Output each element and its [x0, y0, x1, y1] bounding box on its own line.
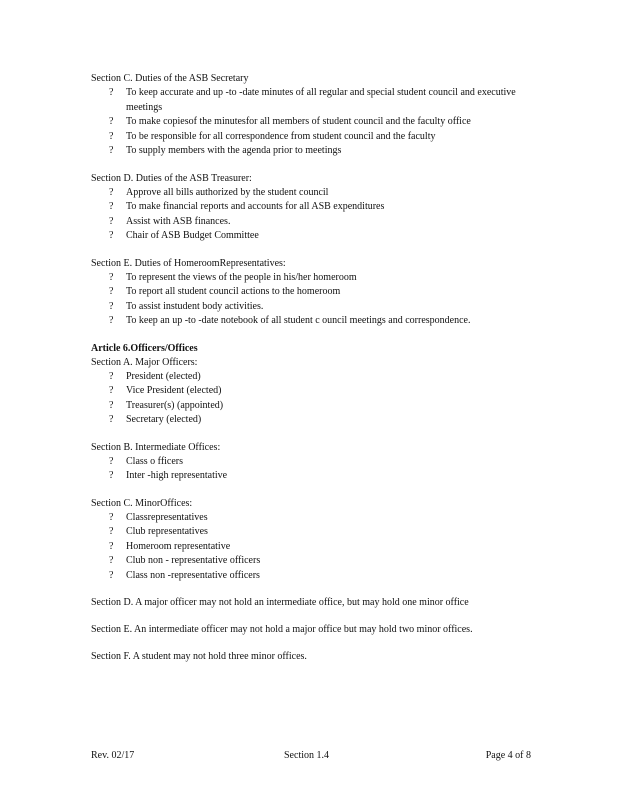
article-6 — [91, 342, 541, 665]
page-number: Page 4 of 8 — [485, 750, 531, 761]
list-item: ? To make copiesof the minutesfor all members of student council and the faculty office — [91, 115, 541, 130]
section-heading: Section A. Major Officers: — [91, 356, 198, 368]
bullet-glyph: ? — [109, 526, 114, 537]
bullet-list — [91, 86, 541, 159]
section-c-secretary — [91, 72, 541, 159]
list-item: ? President (elected) — [91, 370, 541, 385]
section-heading: Section E. Duties of HomeroomRepresentatives: — [91, 257, 286, 269]
list-item: ? Approve all bills authorized by the student council — [91, 186, 541, 201]
section-c-minor-offices — [91, 497, 541, 584]
section-number: Section 1.4 — [284, 750, 329, 761]
bullet-glyph: ? — [109, 399, 114, 411]
section-heading: Section D. Duties of the ASB Treasurer: — [91, 172, 252, 184]
bullet-glyph: ? — [109, 286, 114, 297]
section-d-paragraph: Section D. A major officer may not hold an intermediate office, but may hold one minor office — [91, 597, 469, 608]
bullet-list — [91, 271, 541, 329]
bullet-glyph: ? — [109, 315, 114, 326]
list-item: ? To report all student council actions to the homeroom — [91, 285, 541, 300]
bullet-glyph: ? — [109, 201, 114, 212]
list-item: ? Class non -representative officers — [91, 569, 541, 584]
list-item: ? To keep accurate and up -to -date minutes of all regular and special student council and executive meetings — [109, 87, 516, 113]
section-a-major-officers — [91, 356, 541, 428]
section-e-paragraph: Section E. An intermediate officer may not hold a major office but may hold two minor offices. — [91, 624, 473, 635]
bullet-list — [91, 186, 541, 244]
article-heading: Article 6.Officers/Offices — [91, 342, 198, 354]
bullet-glyph: ? — [109, 385, 114, 396]
bullet-list — [91, 455, 541, 484]
list-item: ? Inter -high representative — [91, 469, 541, 484]
bullet-glyph: ? — [109, 186, 114, 198]
section-heading: Section C. MinorOffices: — [91, 497, 193, 509]
list-item: ? Vice President (elected) — [91, 384, 541, 399]
section-b-intermediate-offices — [91, 441, 541, 484]
bullet-glyph: ? — [109, 370, 114, 382]
bullet-glyph: ? — [109, 116, 114, 127]
revision-label: Rev. 02/17 — [91, 750, 135, 761]
section-e-homeroom — [91, 257, 541, 329]
list-item: ? To make financial reports and accounts for all ASB expenditures — [91, 200, 541, 215]
list-item: ? To be responsible for all correspondence from student council and the faculty — [91, 130, 541, 145]
bullet-glyph: ? — [109, 540, 114, 552]
bullet-glyph: ? — [109, 569, 114, 581]
list-item: ? Club non - representative officers — [91, 554, 541, 569]
section-d-treasurer — [91, 172, 541, 244]
list-item: ? Treasurer(s) (appointed) — [91, 399, 541, 414]
bullet-glyph: ? — [109, 145, 114, 156]
page-content — [91, 72, 541, 677]
bullet-glyph: ? — [109, 215, 114, 227]
list-item: ? To supply members with the agenda prior to meetings — [91, 144, 541, 159]
section-heading: Section B. Intermediate Offices: — [91, 441, 221, 453]
bullet-glyph: ? — [109, 555, 114, 566]
bullet-glyph: ? — [109, 511, 114, 523]
section-heading: Section C. Duties of the ASB Secretary — [91, 73, 249, 84]
list-item: ? Chair of ASB Budget Committee — [91, 229, 541, 244]
bullet-list — [91, 511, 541, 584]
list-item: ? Class o fficers — [91, 455, 541, 470]
list-item: ? Assist with ASB finances. — [91, 215, 541, 230]
bullet-glyph: ? — [109, 87, 114, 98]
bullet-glyph: ? — [109, 414, 114, 425]
list-item: ? Homeroom representative — [91, 540, 541, 555]
bullet-glyph: ? — [109, 130, 114, 142]
list-item: ? To keep an up -to -date notebook of all student c ouncil meetings and correspondence. — [91, 314, 541, 329]
bullet-glyph: ? — [109, 300, 114, 312]
list-item: ? Club representatives — [91, 525, 541, 540]
section-f-paragraph: Section F. A student may not hold three minor offices. — [91, 651, 307, 662]
page-footer — [91, 749, 531, 763]
bullet-list — [91, 370, 541, 428]
bullet-glyph: ? — [109, 455, 114, 467]
bullet-glyph: ? — [109, 230, 114, 241]
list-item: ? To represent the views of the people in his/her homeroom — [91, 271, 541, 286]
list-item: ? Classrepresentatives — [91, 511, 541, 526]
bullet-glyph: ? — [109, 470, 114, 481]
bullet-glyph: ? — [109, 271, 114, 283]
list-item: ? Secretary (elected) — [91, 413, 541, 428]
list-item: ? To assist instudent body activities. — [91, 300, 541, 315]
